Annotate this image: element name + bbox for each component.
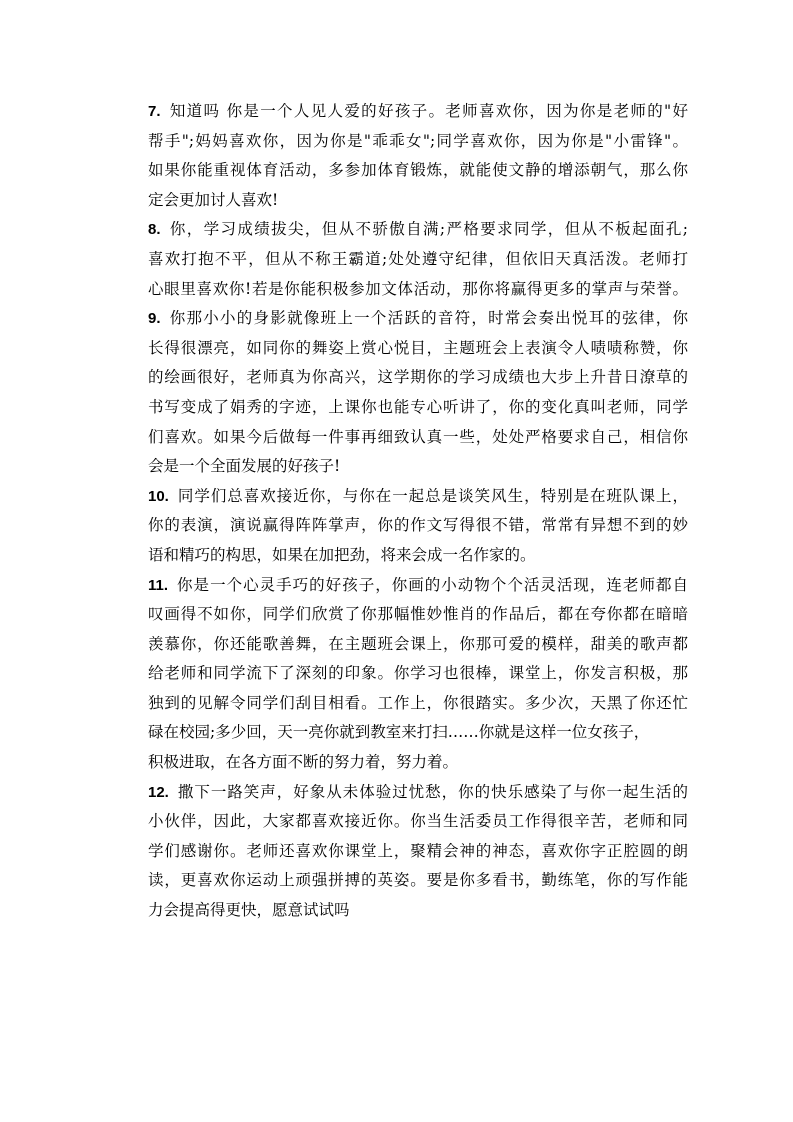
comment-line: 长得很漂亮，如同你的舞姿上赏心悦目，主题班会上表演令人啧啧称赞，你 — [148, 338, 688, 357]
comment-line: 9. 你那小小的身影就像班上一个活跃的音符，时常会奏出悦耳的弦律，你 — [148, 309, 688, 328]
comment-line: 独到的见解令同学们刮目相看。工作上，你很踏实。多少次，天黑了你还忙 — [148, 693, 688, 712]
item-number: 10. — [148, 487, 169, 505]
comment-line: 11. 你是一个心灵手巧的好孩子，你画的小动物个个活灵活现，连老师都自 — [148, 575, 688, 594]
comment-item-8 — [148, 215, 688, 304]
comment-line: 12. 撒下一路笑声，好象从未体验过忧愁，你的快乐感染了与你一起生活的 — [148, 782, 688, 801]
comment-line: 8. 你，学习成绩拔尖，但从不骄傲自满;严格要求同学，但从不板起面孔; — [148, 220, 688, 239]
comment-line: 语和精巧的构思，如果在加把劲，将来会成一名作家的。 — [148, 545, 536, 564]
comment-line: 会是一个全面发展的好孩子! — [148, 457, 341, 476]
comment-line: 碌在校园;多少回，天一亮你就到教室来打扫……你就是这样一位女孩子， — [148, 723, 650, 742]
comment-line: 读，更喜欢你运动上顽强拼搏的英姿。要是你多看书，勤练笔，你的写作能 — [148, 871, 688, 890]
comment-item-12 — [148, 778, 688, 926]
comment-line: 力会提高得更快，愿意试试吗 — [148, 901, 350, 920]
comment-line: 叹画得不如你，同学们欣赏了你那幅惟妙惟肖的作品后，都在夸你都在暗暗 — [148, 605, 688, 624]
comment-line: 7. 知道吗 你是一个人见人爱的好孩子。老师喜欢你，因为你是老师的"好 — [148, 102, 688, 120]
comment-line: 羡慕你，你还能歌善舞，在主题班会课上，你那可爱的模样，甜美的歌声都 — [148, 634, 688, 653]
comment-line: 心眼里喜欢你!若是你能积极参加文体活动，那你将赢得更多的掌声与荣誉。 — [148, 279, 688, 298]
comment-item-7 — [148, 97, 688, 215]
item-number: 8. — [148, 221, 161, 239]
comment-item-10 — [148, 482, 688, 571]
item-number: 9. — [148, 310, 161, 328]
comments-list — [148, 97, 688, 926]
comment-line: 给老师和同学流下了深刻的印象。你学习也很棒，课堂上，你发言积极，那 — [148, 664, 688, 683]
item-number: 7. — [148, 103, 161, 120]
comment-item-9 — [148, 304, 688, 482]
comment-line: 的绘画很好，老师真为你高兴，这学期你的学习成绩也大步上升昔日潦草的 — [148, 368, 688, 387]
comment-line: 10. 同学们总喜欢接近你，与你在一起总是谈笑风生，特别是在班队课上， — [148, 486, 688, 505]
comment-line: 你的表演，演说赢得阵阵掌声，你的作文写得很不错，常常有异想不到的妙 — [148, 516, 688, 535]
comment-item-11 — [148, 571, 688, 778]
comment-line: 小伙伴，因此，大家都喜欢接近你。你当生活委员工作得很辛苦，老师和同 — [148, 812, 688, 831]
comment-line: 帮手";妈妈喜欢你，因为你是"乖乖女";同学喜欢你，因为你是"小雷锋"。 — [148, 131, 688, 150]
item-number: 12. — [148, 783, 169, 801]
comment-line: 定会更加讨人喜欢! — [148, 190, 279, 209]
comment-line: 书写变成了娟秀的字迹，上课你也能专心听讲了，你的变化真叫老师，同学 — [148, 397, 688, 416]
comment-line: 们喜欢。如果今后做每一件事再细致认真一些，处处严格要求自己，相信你 — [148, 427, 688, 446]
comment-line: 喜欢打抱不平，但从不称王霸道;处处遵守纪律，但依旧天真活泼。老师打 — [148, 249, 688, 268]
comment-line: 学们感谢你。老师还喜欢你课堂上，聚精会神的神态，喜欢你字正腔圆的朗 — [148, 841, 688, 860]
comment-line: 如果你能重视体育活动，多参加体育锻炼，就能使文静的增添朝气，那么你 — [148, 161, 688, 180]
item-number: 11. — [148, 576, 169, 594]
comment-line: 积极进取，在各方面不断的努力着，努力着。 — [148, 753, 459, 772]
